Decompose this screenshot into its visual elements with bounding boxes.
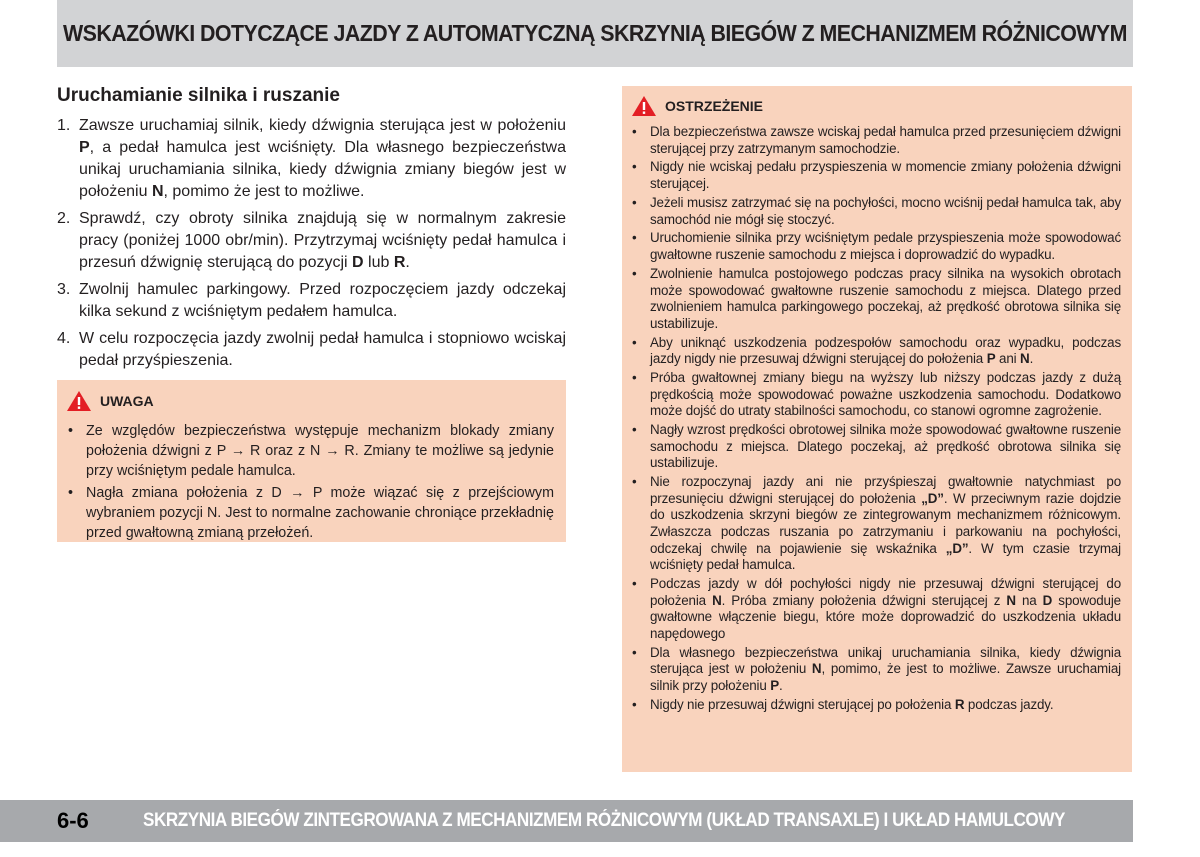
startup-section bbox=[57, 85, 566, 377]
step-number: 4. bbox=[57, 330, 71, 347]
bullet-dot: • bbox=[632, 159, 637, 175]
warning-text: Uruchomienie silnika przy wciśniętym pedale przyspieszenia może spowodować gwałtowne ruszenie samochodu z miejsca i doprowadzić do wypadku. bbox=[650, 230, 1121, 263]
warning-text: Nigdy nie przesuwaj dźwigni sterującej po położenia R podczas jazdy. bbox=[650, 696, 1054, 712]
caution-item bbox=[68, 483, 554, 543]
warning-text: Nagły wzrost prędkości obrotowej silnika może spowodować gwałtowne ruszenie samochodu z miejsca. Dlatego poczekaj, aż prędkość obrotowa silnika się ustabilizuje. bbox=[650, 422, 1121, 471]
bullet-dot: • bbox=[632, 334, 637, 350]
bullet-dot: • bbox=[632, 230, 637, 246]
bullet-dot: • bbox=[632, 194, 637, 210]
warning-list bbox=[622, 117, 1132, 713]
warning-text: Podczas jazdy w dół pochyłości nigdy nie przesuwaj dźwigni sterującej do położenia N. Próba zmiany położenia dźwigni sterującej z N na D spowoduje gwałtowne włączenie biegu, które może doprowadzić do uszkodzenia układu napędowego bbox=[650, 576, 1121, 641]
section-heading: Uruchamianie silnika i ruszanie bbox=[57, 85, 340, 106]
step-text: W celu rozpoczęcia jazdy zwolnij pedał hamulca i stopniowo wciskaj pedał przyśpieszenia. bbox=[79, 330, 566, 369]
warning-item bbox=[632, 124, 1121, 157]
step-number: 1. bbox=[57, 117, 71, 134]
step-item bbox=[57, 279, 566, 323]
warning-item bbox=[632, 230, 1121, 263]
warning-text: Dla własnego bezpieczeństwa unikaj uruchamiania silnika, kiedy dźwignia sterująca jest w położeniu N, pomimo, że jest to możliwe. Zawsze uruchamiaj silnik przy położeniu P. bbox=[650, 644, 1121, 693]
bullet-dot: • bbox=[68, 485, 74, 501]
caution-header bbox=[57, 380, 566, 412]
bullet-dot: • bbox=[632, 576, 637, 592]
warning-triangle-icon bbox=[66, 390, 92, 412]
steps-list bbox=[57, 115, 566, 372]
warning-text: Nigdy nie wciskaj pedału przyspieszenia w momencie zmiany położenia dźwigni sterującej. bbox=[650, 159, 1121, 192]
warning-text: Aby uniknąć uszkodzenia podzespołów samochodu oraz wypadku, podczas jazdy nigdy nie przesuwaj dźwigni sterującej do położenia P ani N. bbox=[650, 334, 1121, 367]
step-item bbox=[57, 328, 566, 372]
step-number: 3. bbox=[57, 281, 71, 298]
caution-list bbox=[57, 412, 566, 543]
warning-title: OSTRZEŻENIE bbox=[665, 98, 764, 114]
caution-text: Nagła zmiana położenia z D → P może wiązać się z przejściowym wybraniem pozycji N. Jest to normalne zachowanie chroniące przekładnię przed gwałtowną zmianą przełożeń. bbox=[86, 485, 554, 541]
step-text: Zawsze uruchamiaj silnik, kiedy dźwignia sterująca jest w położeniu P, a pedał hamulca jest wciśnięty. Dla własnego bezpieczeństwa unikaj uruchamiania silnika, kiedy dźwignia zmiany biegów jest w położeniu N, pomimo że jest to możliwe. bbox=[79, 117, 566, 200]
caution-title: UWAGA bbox=[100, 393, 154, 409]
bullet-dot: • bbox=[632, 696, 637, 712]
warning-item bbox=[632, 697, 1121, 714]
chapter-title: SKRZYNIA BIEGÓW ZINTEGROWANA Z MECHANIZMEM RÓŻNICOWYM (UKŁAD TRANSAXLE) I UKŁAD HAMULCOWY bbox=[143, 810, 1065, 831]
bullet-dot: • bbox=[632, 422, 637, 438]
step-text: Sprawdź, czy obroty silnika znajdują się w normalnym zakresie pracy (poniżej 1000 obr/min). Przytrzymaj wciśnięty pedał hamulca i przesuń dźwignię sterującą do pozycji D lub R. bbox=[79, 210, 566, 271]
step-text: Zwolnij hamulec parkingowy. Przed rozpoczęciem jazdy odczekaj kilka sekund z wciśniętym pedałem hamulca. bbox=[79, 281, 566, 320]
warning-text: Dla bezpieczeństwa zawsze wciskaj pedał hamulca przed przesunięciem dźwigni sterującej przy zatrzymanym samochodzie. bbox=[650, 124, 1121, 156]
warning-item bbox=[632, 335, 1121, 368]
page-footer bbox=[0, 800, 1133, 842]
warning-text: Nie rozpoczynaj jazdy ani nie przyśpieszaj gwałtownie natychmiast po przesunięciu dźwigni sterującej do położenia „D”. W przeciwnym razie dojdzie do uszkodzenia skrzyni biegów ze zintegrowanym mechanizmem różnicowym. Zwłaszcza podczas ruszania po zatrzymaniu i parkowaniu na pochyłości, odczekaj chwilę na pojawienie się wskaźnika „D”. W tym czasie trzymaj wciśnięty pedał hamulca. bbox=[650, 474, 1121, 573]
bullet-dot: • bbox=[632, 265, 637, 281]
warning-item bbox=[632, 422, 1121, 472]
bullet-dot: • bbox=[68, 423, 74, 439]
caution-text: Ze względów bezpieczeństwa występuje mechanizm blokady zmiany położenia dźwigni z P → R oraz z N → R. Zmiany te możliwe są jedynie przy wciśniętym pedale hamulca. bbox=[86, 423, 554, 479]
warning-text: Próba gwałtownej zmiany biegu na wyższy lub niższy podczas jazdy z dużą prędkością może spowodować poważne uszkodzenia samochodu. Dodatkowo może dojść do utraty stabilności samochodu, co stanowi ogromne zagrożenie. bbox=[650, 370, 1121, 419]
bullet-dot: • bbox=[632, 474, 637, 490]
step-item bbox=[57, 115, 566, 203]
warning-item bbox=[632, 195, 1121, 228]
warning-item bbox=[632, 576, 1121, 642]
warning-text: Jeżeli musisz zatrzymać się na pochyłości, mocno wciśnij pedał hamulca tak, aby samochód nie mógł się stoczyć. bbox=[650, 194, 1121, 227]
warning-item bbox=[632, 474, 1121, 574]
caution-item bbox=[68, 421, 554, 481]
warning-triangle-icon bbox=[631, 95, 657, 117]
warning-item bbox=[632, 159, 1121, 192]
page-number: 6-6 bbox=[57, 808, 89, 833]
bullet-dot: • bbox=[632, 124, 637, 139]
warning-box bbox=[622, 86, 1132, 772]
step-item bbox=[57, 208, 566, 274]
bullet-dot: • bbox=[632, 370, 637, 386]
warning-header bbox=[622, 86, 1132, 117]
warning-item bbox=[632, 645, 1121, 695]
warning-item bbox=[632, 370, 1121, 420]
warning-item bbox=[632, 266, 1121, 332]
page-title: WSKAZÓWKI DOTYCZĄCE JAZDY Z AUTOMATYCZNĄ SKRZYNIĄ BIEGÓW Z MECHANIZMEM RÓŻNICOWYM bbox=[63, 20, 1127, 46]
step-number: 2. bbox=[57, 210, 71, 227]
page-header bbox=[57, 0, 1133, 67]
bullet-dot: • bbox=[632, 644, 637, 660]
warning-text: Zwolnienie hamulca postojowego podczas pracy silnika na wysokich obrotach może spowodować gwałtowne ruszenie samochodu z miejsca. Dlatego przed zwolnieniem hamulca parkingowego poczekaj, aż prędkość obrotowa silnika się ustabilizuje. bbox=[650, 265, 1121, 331]
caution-box bbox=[57, 380, 566, 542]
